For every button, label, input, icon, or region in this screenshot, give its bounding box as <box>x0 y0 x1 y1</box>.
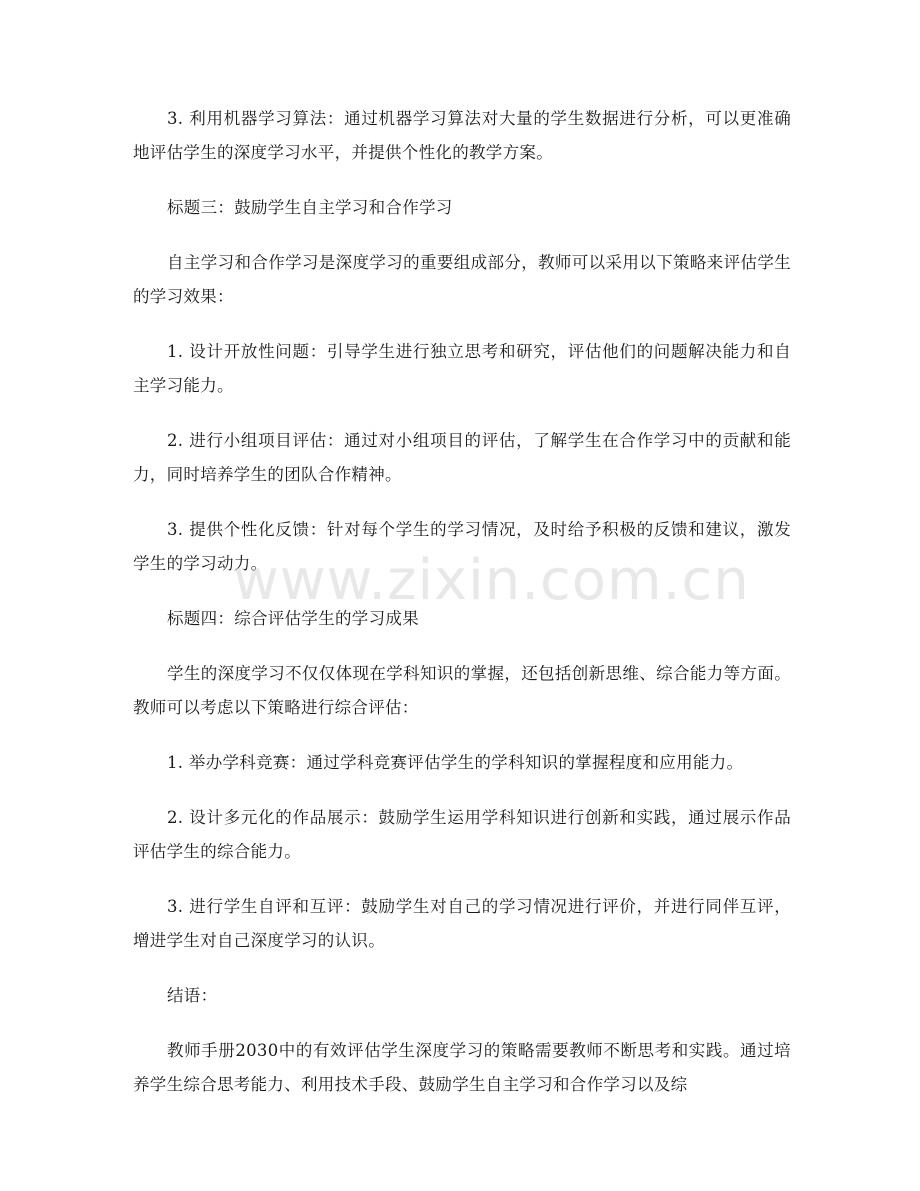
conclusion-heading: 结语： <box>167 986 218 1005</box>
list-item-open-questions: 1. 设计开放性问题：引导学生进行独立思考和研究，评估他们的问题解决能力和自主学习能力。 <box>133 342 791 395</box>
list-item-group-project: 2. 进行小组项目评估：通过对小组项目的评估，了解学生在合作学习中的贡献和能力，同时培养学生的团队合作精神。 <box>133 431 791 484</box>
list-item-personal-feedback: 3. 提供个性化反馈：针对每个学生的学习情况，及时给予积极的反馈和建议，激发学生的学习动力。 <box>133 520 791 573</box>
list-item-self-peer-review: 3. 进行学生自评和互评：鼓励学生对自己的学习情况进行评价，并进行同伴互评，增进学生对自己深度学习的认识。 <box>133 897 791 950</box>
paragraph-comprehensive-assessment: 学生的深度学习不仅仅体现在学科知识的掌握，还包括创新思维、综合能力等方面。教师可以考虑以下策略进行综合评估： <box>133 664 791 717</box>
conclusion-paragraph: 教师手册2030中的有效评估学生深度学习的策略需要教师不断思考和实践。通过培养学生综合思考能力、利用技术手段、鼓励学生自主学习和合作学习以及综 <box>133 1041 791 1094</box>
heading-three: 标题三：鼓励学生自主学习和合作学习 <box>167 198 453 217</box>
watermark-text: www.zixin.com.cn <box>233 548 750 613</box>
list-item-work-showcase: 2. 设计多元化的作品展示：鼓励学生运用学科知识进行创新和实践，通过展示作品评估学生的综合能力。 <box>133 808 791 861</box>
paragraph-ml-algorithm: 3. 利用机器学习算法：通过机器学习算法对大量的学生数据进行分析，可以更准确地评估学生的深度学习水平，并提供个性化的教学方案。 <box>133 109 791 162</box>
heading-four: 标题四：综合评估学生的学习成果 <box>167 609 419 628</box>
paragraph-autonomous-learning: 自主学习和合作学习是深度学习的重要组成部分，教师可以采用以下策略来评估学生的学习效果： <box>133 253 791 306</box>
list-item-competition: 1. 举办学科竞赛：通过学科竞赛评估学生的学科知识的掌握程度和应用能力。 <box>167 753 744 772</box>
document-body <box>133 102 791 1123</box>
